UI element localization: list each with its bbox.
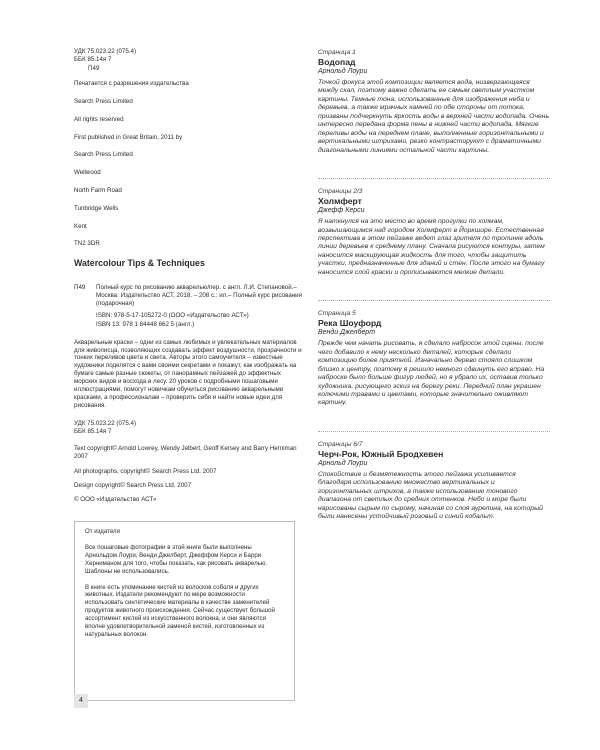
annotation: Акварельные краски – одни из самых любимых и увлекательных материалов для живописца, позволяющих создавать эффект воздушности, прозрачности и тонких переливов цвета и света. Авторы этого самоучителя – известные художники поделятся с вами своими секретами и покажут, как изображать на бумаге самые разные сюжеты, от панорамных пейзажей до эффектных морских видов и восхода в лесу. 20 уроков с подробными пошаговыми иллюстрациями, помогут новичкам обучиться рисованию акварельными красками, а профессионалам – проверить себя и найти новые идеи для рисования. xyxy=(74,338,302,409)
caption-text: Прежде чем начать рисовать, я сделало набросок этой сцены, после чего добавило к нему несколько деталей, которые сделали композицию более приятной. Изначально дерево стояло слишком близко к центру, поэтому я решило немного сдвинуть его вправо. На наброске было больше фигур людей, но я убрало их, оставив только художника, рисующего эскиз на берегу реки. Передний план украшен колючими травами и цветами, которые значительно оживляют картину. xyxy=(318,340,545,407)
page-number: 4 xyxy=(74,694,88,708)
rights-line: TN2 3DR xyxy=(74,240,100,248)
isbn-russian: ISBN: 978-5-17-105272-0 (ООО «Издательство АСТ») xyxy=(96,312,249,320)
udk-code: УДК 75.023.22 (075.4) xyxy=(74,48,137,55)
caption-section xyxy=(318,48,550,155)
rights-line: Kent xyxy=(74,222,87,230)
rights-line: Search Press Limited xyxy=(74,98,133,106)
rights-line: All rights reserved xyxy=(74,115,124,123)
copyright-line: © ООО «Издательство АСТ» xyxy=(74,496,157,504)
caption-section xyxy=(318,187,550,277)
caption-page: Страница 5 xyxy=(318,310,356,318)
rights-line: Wellwood xyxy=(74,169,101,177)
caption-page: Страница 1 xyxy=(318,49,356,56)
isbn-english: ISBN 13: 978 1 84448 662 5 (англ.) xyxy=(96,320,195,328)
caption-text: Спокойствие и безмятежность этого пейзажа усиливается благодаря использованию множество вертикальных и горизонтальных штрихов, а также использованию тонового диапазона от светлых до средних оттенков. Небо и море были нарисованы сырым по сырому, начиная со слоя аурелина, на который были нанесены устойчивый розовый и синий кобальт. xyxy=(318,470,543,521)
artwork-captions-column xyxy=(318,48,550,545)
caption-text: Точкой фокуса этой композиции является вода, низвергающаяся между скал, поэтому важно сделать ее самым светлым участком картины. Темные тона, использованные для изображения неба и деревьев, а также мрачных камней по обе стороны от потока, призваны подчеркнуть яркость воды в верхней части водопада. Очень интересно передана форма пены в нижней части водопада. Мягкие переливы воды на переднем плане, выполненные горизонтальными и вертикальными штрихами, резко контрастируют с драматичными диагональными линиями остальной части картины. xyxy=(318,79,550,154)
copyright-block xyxy=(74,445,302,504)
publisher-note-box xyxy=(74,521,295,701)
bibliographic-record xyxy=(74,284,302,328)
rights-line: Search Press Limited xyxy=(74,151,133,159)
section-divider xyxy=(318,300,550,301)
imprint-column xyxy=(74,48,302,510)
caption-text: Я наткнулся на это место во время прогулки по холмам, возвышающимся над городом Холмферт в Йоркшире. Естественная перспектива в этом пейзаже ведет глаз зрителя по тропинке вдоль линии деревьев к среднему плану. Сначала рисуются контуры, затем наносится маскирующая жидкость для того, чтобы защитить участки, предназначенные для зданий и стен. После этого на бумагу наносится слой краски и прописываются мелкие детали. xyxy=(318,218,545,276)
rights-line: First published in Great Britain, 2011 by xyxy=(74,133,183,141)
caption-title: Водопад xyxy=(318,57,356,67)
copyright-line: All photographs, copyright© Search Press Ltd. 2007 xyxy=(74,467,217,475)
author-mark: П49 xyxy=(88,64,100,72)
caption-page: Страницы 2/3 xyxy=(318,188,363,196)
classification-codes-footer xyxy=(74,420,302,436)
rights-block xyxy=(74,80,302,248)
rights-line: Печатается с разрешения издательства xyxy=(74,80,189,88)
publisher-note-paragraph: Все пошаговые фотографии в этой книге были выполнены Арнольдом Лоури, Венди Джелберт, Джеффом Керси и Барри Херниманом для того, чтобы показать, как рисовать акварелью. Шаблоны не использовались. xyxy=(85,543,268,575)
biblio-text: Полный курс по рисованию акварелью/пер. с англ. Л.И. Степановой.– Москва: Издательство АСТ, 2018. – 208 с.: ил.– Полный курс рисования (подарочная) xyxy=(96,284,302,308)
caption-section xyxy=(318,440,550,522)
classification-codes xyxy=(74,48,302,73)
caption-section xyxy=(318,309,550,408)
publisher-note-title: От издателя xyxy=(85,528,120,535)
section-divider xyxy=(318,178,550,179)
caption-title: Черч-Рок, Южный Бродхевен xyxy=(318,448,444,459)
caption-page: Страницы 6/7 xyxy=(318,440,363,448)
caption-author: Джефф Керси xyxy=(318,207,365,215)
section-divider xyxy=(318,431,550,432)
copyright-line: Text copyright© Arnold Lowrey, Wendy Jelbert, Geoff Kersey and Barry Herniman 2007 xyxy=(74,445,297,461)
bbk-code: ББК 85.14я 7 xyxy=(74,56,112,64)
caption-title: Холмферт xyxy=(318,196,362,207)
bbk-code: ББК 85.14я 7 xyxy=(74,428,112,436)
biblio-code: П49 xyxy=(74,284,86,292)
caption-title: Река Шоуфорд xyxy=(318,318,382,329)
rights-line: North Farm Road xyxy=(74,187,122,194)
rights-line: Tunbridge Wells xyxy=(74,204,119,212)
caption-author: Венди Джелберт xyxy=(318,329,376,337)
publisher-note-paragraph: В книге есть упоминание кистей из волосков соболя и других животных. Издатели рекомендуют по мере возможности использовать синтетические материалы в качестве заменителей продуктов животного происхождения. Сейчас существует большой ассортимент кистей из искусственного волокна, и они являются вполне удовлетворительной заменой кистей, изготовленных из натуральных волокон. xyxy=(85,583,275,638)
caption-author: Арнольд Лоури xyxy=(318,459,368,467)
caption-author: Арнольд Лоури xyxy=(318,68,368,75)
udk-code: УДК 75.023.22 (075.4) xyxy=(74,419,137,427)
copyright-line: Design copyright© Search Press Ltd. 2007 xyxy=(74,481,192,489)
original-title: Watercolour Tips & Techniques xyxy=(74,258,205,269)
